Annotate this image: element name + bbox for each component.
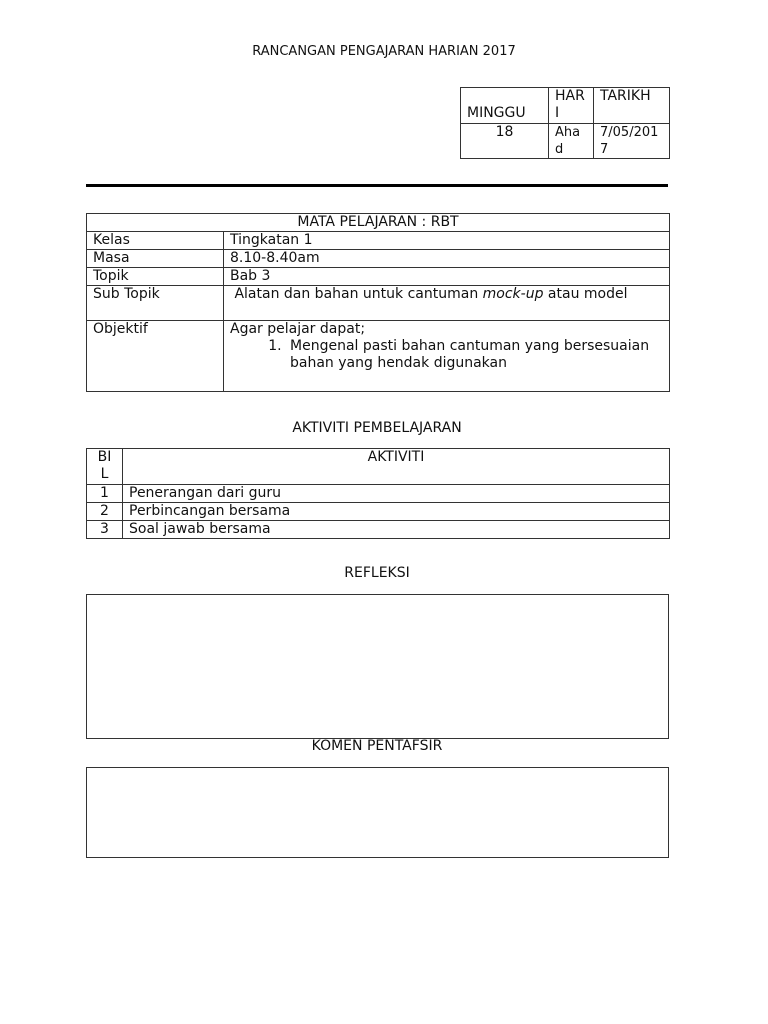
subtopik-text-italic: mock-up — [482, 286, 544, 302]
topik-label: Topik — [87, 268, 224, 286]
subject-header: MATA PELAJARAN : RBT — [87, 214, 670, 232]
divider-rule — [86, 184, 668, 187]
activities-table — [86, 448, 670, 539]
minggu-value: 18 — [461, 124, 549, 159]
table-row — [87, 521, 670, 539]
objektif-label: Objektif — [87, 321, 224, 392]
kelas-label: Kelas — [87, 232, 224, 250]
bil-header: BIL — [87, 449, 123, 485]
activity-no: 2 — [87, 503, 123, 521]
objektif-item: 1. Mengenal pasti bahan cantuman yang bersesuaian bahan yang hendak digunakan — [286, 338, 663, 372]
masa-value: 8.10-8.40am — [224, 250, 670, 268]
topik-value: Bab 3 — [224, 268, 670, 286]
objektif-intro: Agar pelajar dapat; — [230, 321, 366, 337]
tarikh-label: TARIKH — [594, 88, 670, 124]
table-row — [87, 485, 670, 503]
activities-title: AKTIVITI PEMBELAJARAN — [292, 420, 462, 436]
objektif-list — [230, 338, 663, 372]
minggu-label: MINGGU — [461, 88, 549, 124]
activity-no: 1 — [87, 485, 123, 503]
aktiviti-header: AKTIVITI — [123, 449, 670, 485]
hari-label: HARI — [549, 88, 594, 124]
komen-title: KOMEN PENTAFSIR — [311, 738, 443, 754]
masa-label: Masa — [87, 250, 224, 268]
refleksi-box — [86, 594, 669, 739]
subtopik-text-before: Alatan dan bahan untuk cantuman — [230, 286, 483, 302]
subtopik-text-after: atau model — [543, 286, 628, 302]
activity-text: Penerangan dari guru — [123, 485, 670, 503]
header-table — [460, 87, 670, 159]
table-row — [87, 503, 670, 521]
activity-text: Perbincangan bersama — [123, 503, 670, 521]
objektif-value — [224, 321, 670, 392]
subject-table — [86, 213, 670, 392]
subtopik-value — [224, 286, 670, 321]
tarikh-value: 7/05/2017 — [594, 124, 670, 159]
activity-no: 3 — [87, 521, 123, 539]
activity-text: Soal jawab bersama — [123, 521, 670, 539]
subtopik-label: Sub Topik — [87, 286, 224, 321]
komen-box — [86, 767, 669, 858]
hari-value: Ahad — [549, 124, 594, 159]
kelas-value: Tingkatan 1 — [224, 232, 670, 250]
page-title: RANCANGAN PENGAJARAN HARIAN 2017 — [252, 44, 516, 59]
refleksi-title: REFLEKSI — [344, 565, 410, 581]
